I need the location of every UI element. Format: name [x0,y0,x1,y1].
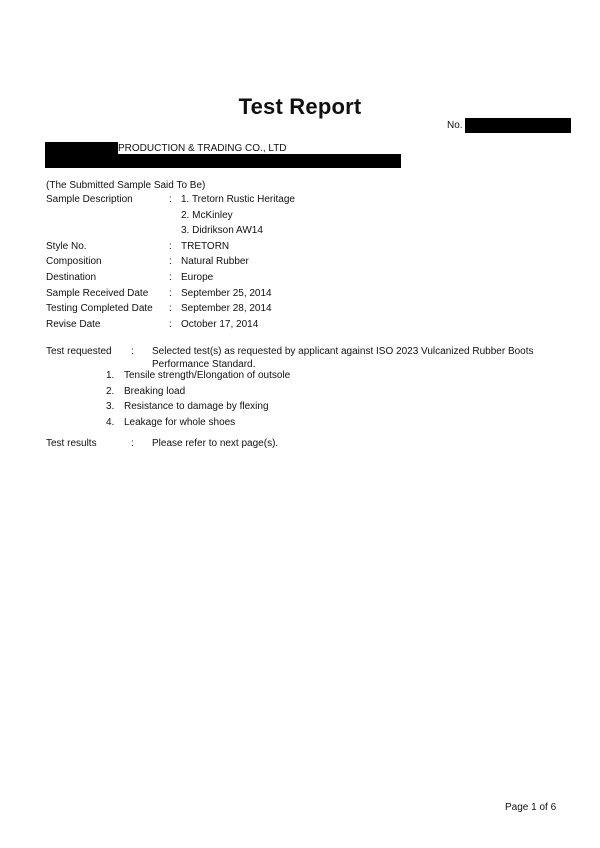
report-number [447,118,571,133]
field-label: Testing Completed Date [46,303,153,314]
test-results-text: Please refer to next page(s). [152,438,279,449]
field-value: 1. Tretorn Rustic Heritage [181,194,295,205]
field-value: September 28, 2014 [181,303,272,314]
field-label: Revise Date [46,319,101,330]
field-colon: : [169,288,172,299]
test-requested-label: Test requested [46,346,112,357]
test-item-text: Breaking load [124,386,186,397]
test-item-text: Resistance to damage by flexing [124,401,269,412]
field-colon: : [169,194,172,205]
field-label: Style No. [46,241,87,252]
report-number-label: No. [447,120,463,131]
field-colon: : [169,256,172,267]
field-colon: : [169,303,172,314]
field-colon: : [169,241,172,252]
test-item-text: Tensile strength/Elongation of outsole [124,370,291,381]
page-number: Page 1 of 6 [505,802,557,813]
test-item [106,370,290,381]
field-label: Composition [46,256,102,267]
field-value: Natural Rubber [181,256,249,267]
report-title: Test Report [238,94,362,119]
test-item-number: 4. [106,417,115,428]
test-item-text: Leakage for whole shoes [124,417,236,428]
field-value: 3. Didrikson AW14 [181,225,263,236]
test-item [106,386,185,397]
field-colon: : [169,272,172,283]
field-value: September 25, 2014 [181,288,272,299]
field-label: Sample Description [46,194,133,205]
field-colon: : [169,319,172,330]
test-results-label: Test results [46,438,97,449]
test-item-number: 3. [106,401,115,412]
field-label: Destination [46,272,97,283]
test-item [106,401,269,412]
test-requested-text: Selected test(s) as requested by applicant against ISO 2023 Vulcanized Rubber Boots Performance Standard. [152,346,534,370]
test-requested-colon: : [131,346,134,357]
field-label: Sample Received Date [46,288,149,299]
field-value: October 17, 2014 [181,319,259,330]
redaction-bar-report-number [465,118,571,133]
test-results-colon: : [131,438,134,449]
test-item [106,417,235,428]
field-value: Europe [181,272,214,283]
sample-intro: (The Submitted Sample Said To Be) [46,180,206,191]
company-name: PRODUCTION & TRADING CO., LTD [118,143,287,154]
field-value: TRETORN [181,241,230,252]
redaction-bar-company-address [45,154,401,168]
test-results-section [46,437,586,451]
test-item-number: 2. [106,386,115,397]
test-item-number: 1. [106,370,115,381]
field-value: 2. McKinley [181,210,233,221]
